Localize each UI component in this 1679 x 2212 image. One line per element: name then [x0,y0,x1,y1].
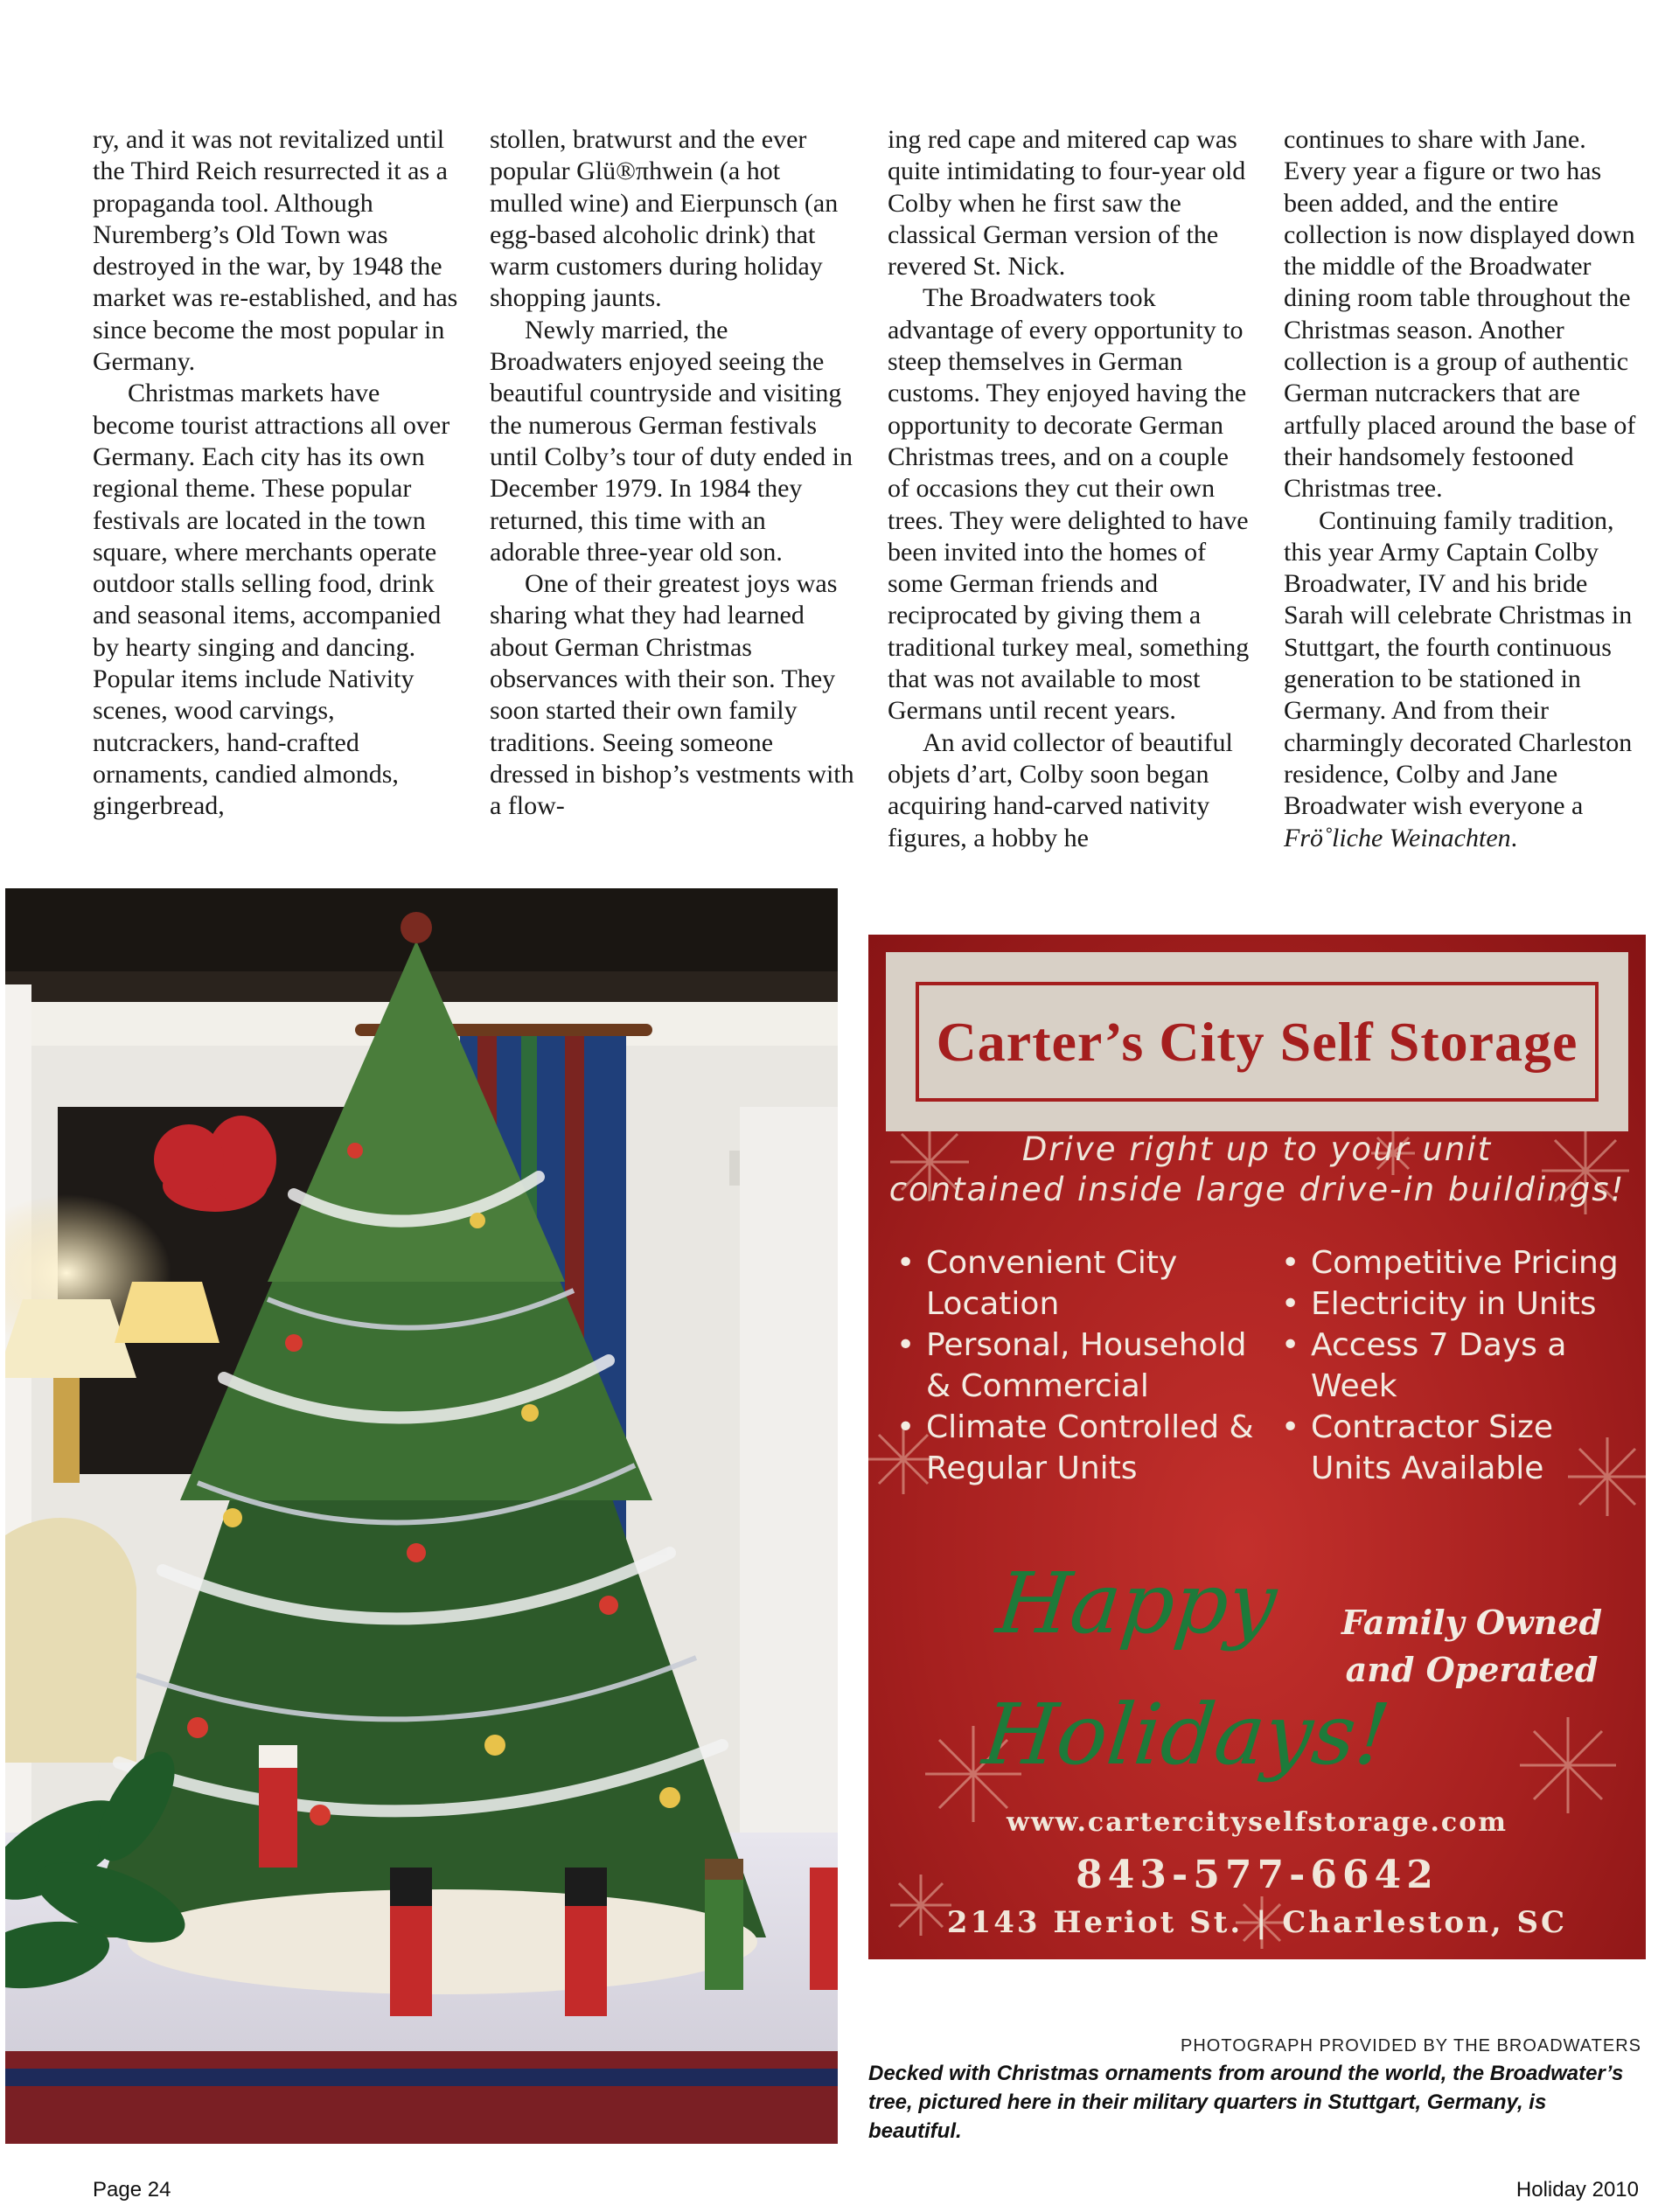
bullet-icon: • [896,1327,916,1363]
bullet-icon: • [1281,1245,1300,1281]
issue-label: Holiday 2010 [1515,2178,1639,2202]
article-column-1 [93,124,458,823]
ad-title: Carter’s City Self Storage [936,1010,1578,1073]
page-number: Page 24 [93,2178,171,2202]
paragraph: One of their greatest joys was sharing what they had learned about German Christmas observances with their son. They soon started their own family traditions. Seeing someone dressed in bishop’s vestments with a flow- [490,569,854,821]
storage-advertisement [868,935,1646,1959]
ad-phone-number[interactable]: 843-577-6642 [1076,1853,1439,1897]
ad-address: 2143 Heriot St. | Charleston, SC [946,1905,1568,1940]
paragraph: stollen, bratwurst and the ever popular Glü®πhwein (a hot mulled wine) and Eierpunsch (an egg-based alcoholic drink) that warm customers during holiday shopping jaunts. [490,125,839,313]
ad-feature-item [1276,1325,1634,1407]
ad-title-banner [886,952,1628,1131]
ad-features-left [891,1242,1258,1489]
christmas-tree-photo [5,888,838,2144]
christmas-tree-illustration [5,888,838,2144]
paragraph-text: Continuing family tradition, this year Army Captain Colby Broadwater, IV and his bride Sarah will celebrate Christmas in Stuttgart, the fourth continuous generation to be stationed in Germany. And from their charmingly decorated Charleston residence, Colby and Jane Broadwater wish everyone a [1284,505,1633,821]
ad-feature-text: Climate Controlled & Regular Units [926,1409,1254,1486]
paragraph: An avid collector of beautiful objets d’art, Colby soon began acquiring hand-carved nativity figures, a hobby he [888,727,1233,852]
paragraph: continues to share with Jane. Every year a figure or two has been added, and the entire collection is now displayed down the middle of the Broadwater dining room table throughout the Christmas season. Another collection is a group of authentic German nutcrackers that are artfully placed around the base of their handsomely festooned Christmas tree. [1284,125,1636,504]
ad-tagline-line-1: Drive right up to your unit [1021,1130,1493,1168]
ad-feature-item [1276,1407,1634,1489]
ad-features-right [1276,1242,1634,1489]
family-owned-text [1332,1599,1612,1694]
paragraph: Christmas markets have become tourist attractions all over Germany. Each city has its own regional theme. These popular festivals are located in the town square, where merchants operate outdoor stalls selling food, drink and seasonal items, accompanied by hearty singing and dancing. Popular items include Nativity scenes, wood carvings, nutcrackers, hand-crafted ornaments, candied almonds, gingerbread, [93,379,450,821]
ad-feature-text: Convenient City Location [926,1245,1178,1322]
ad-tagline-line-2: contained inside large drive-in buildings! [888,1171,1626,1208]
ad-feature-item [891,1325,1258,1407]
ad-feature-text: Electricity in Units [1311,1286,1597,1322]
holidays-word: Holidays! [979,1686,1395,1784]
closing-period: . [1510,823,1518,852]
ad-feature-text: Contractor Size Units Available [1311,1409,1554,1486]
bullet-icon: • [1281,1327,1300,1363]
ad-feature-item [891,1242,1258,1325]
family-line-1: Family Owned [1341,1603,1603,1642]
ad-feature-text: Competitive Pricing [1311,1245,1619,1281]
paragraph: The Broadwaters took advantage of every opportunity to steep themselves in German customs. They enjoyed having the opportunity to decorate German Christmas trees, and on a couple of occasions they cut their own trees. They were delighted to have been invited into the homes of some German friends and reciprocated by giving them a traditional turkey meal, something that was not available to most Germans until recent years. [888,283,1250,726]
article-column-2 [490,124,855,823]
paragraph: ing red cape and mitered cap was quite intimidating to four-year old Colby when he first saw the classical German version of the revered St. Nick. [888,125,1246,282]
ad-website-link[interactable]: www.cartercityselfstorage.com [1007,1807,1508,1838]
photo-credit: PHOTOGRAPH PROVIDED BY THE BROADWATERS [1181,2036,1641,2055]
paragraph [1284,505,1649,854]
closing-greeting: Frö˚liche Weinachten [1284,823,1511,852]
ad-feature-item [1276,1242,1634,1283]
ad-feature-text: Personal, Household & Commercial [926,1327,1247,1404]
bullet-icon: • [896,1409,916,1445]
ad-feature-item [891,1407,1258,1489]
happy-word: Happy [992,1555,1281,1652]
paragraph: ry, and it was not revitalized until the Third Reich resurrected it as a propaganda tool. Although Nuremberg’s Old Town was destroyed in the war, by 1948 the market was re-established, and has since become the most popular in Germany. [93,125,458,377]
article-column-4 [1284,124,1649,854]
bullet-icon: • [1281,1409,1300,1445]
bullet-icon: • [1281,1286,1300,1322]
bullet-icon: • [896,1245,916,1281]
ad-title-frame [916,982,1599,1102]
ad-feature-text: Access 7 Days a Week [1311,1327,1567,1404]
paragraph: Newly married, the Broadwaters enjoyed seeing the beautiful countryside and visiting the numerous German festivals until Colby’s tour of duty ended in December 1979. In 1984 they returned, this time with an adorable three-year old son. [490,315,853,567]
ad-feature-item [1276,1283,1634,1325]
family-line-2: and Operated [1345,1650,1599,1689]
photo-caption: Decked with Christmas ornaments from around the world, the Broadwater’s tree, pictured here in their military quarters in Stuttgart, Germany, is beautiful. [868,2062,1624,2143]
article-column-3 [888,124,1253,854]
